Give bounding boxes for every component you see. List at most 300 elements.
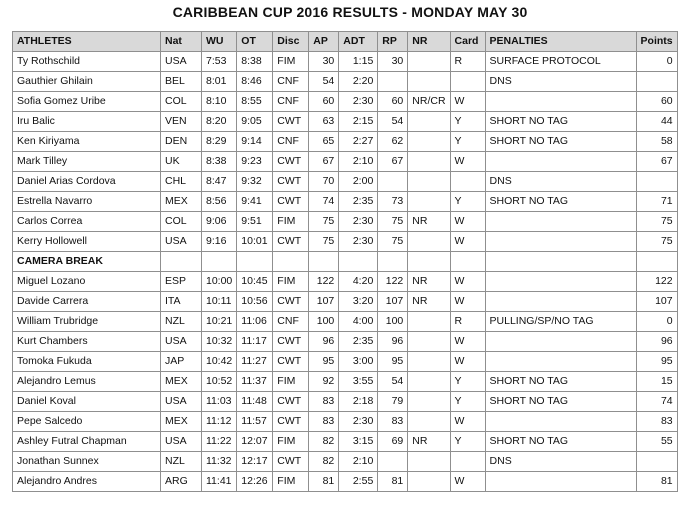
penalties-cell: SHORT NO TAG [485,392,636,412]
rp-cell: 122 [378,272,408,292]
athlete-cell: Ashley Futral Chapman [13,432,161,452]
points-cell [636,72,677,92]
athlete-row [13,232,678,252]
disc-cell: CWT [273,452,309,472]
points-cell: 75 [636,232,677,252]
ap-cell: 63 [309,112,339,132]
ot-cell: 9:23 [237,152,273,172]
empty-cell [636,252,677,272]
col-header-adt: ADT [339,32,378,52]
penalties-cell [485,92,636,112]
wu-cell: 10:42 [202,352,237,372]
disc-cell: CWT [273,152,309,172]
ot-cell: 11:06 [237,312,273,332]
points-cell: 75 [636,212,677,232]
ap-cell: 65 [309,132,339,152]
disc-cell: FIM [273,472,309,492]
disc-cell: CNF [273,92,309,112]
adt-cell: 1:15 [339,52,378,72]
penalties-cell [485,152,636,172]
athlete-row [13,272,678,292]
ot-cell: 10:01 [237,232,273,252]
ap-cell: 75 [309,232,339,252]
adt-cell: 4:00 [339,312,378,332]
nr-cell: NR [408,292,450,312]
card-cell: W [450,152,485,172]
penalties-cell: DNS [485,452,636,472]
rp-cell: 107 [378,292,408,312]
athlete-cell: Pepe Salcedo [13,412,161,432]
ot-cell: 11:17 [237,332,273,352]
adt-cell: 4:20 [339,272,378,292]
disc-cell: CWT [273,232,309,252]
empty-cell [161,252,202,272]
adt-cell: 3:55 [339,372,378,392]
col-header-penalties: PENALTIES [485,32,636,52]
wu-cell: 11:41 [202,472,237,492]
card-cell: Y [450,372,485,392]
athlete-row [13,472,678,492]
ap-cell: 81 [309,472,339,492]
adt-cell: 2:30 [339,92,378,112]
nat-cell: MEX [161,412,202,432]
nat-cell: ARG [161,472,202,492]
wu-cell: 11:12 [202,412,237,432]
card-cell: W [450,472,485,492]
nr-cell [408,392,450,412]
points-cell [636,172,677,192]
ot-cell: 12:26 [237,472,273,492]
nat-cell: USA [161,392,202,412]
athlete-cell: Kerry Hollowell [13,232,161,252]
points-cell: 107 [636,292,677,312]
nr-cell: NR/CR [408,92,450,112]
wu-cell: 8:20 [202,112,237,132]
athlete-row [13,112,678,132]
athlete-row [13,152,678,172]
athlete-row [13,452,678,472]
points-cell: 58 [636,132,677,152]
athlete-cell: Alejandro Andres [13,472,161,492]
rp-cell: 60 [378,92,408,112]
wu-cell: 8:10 [202,92,237,112]
rp-cell: 62 [378,132,408,152]
empty-cell [202,252,237,272]
wu-cell: 10:21 [202,312,237,332]
ap-cell: 107 [309,292,339,312]
athlete-cell: Miguel Lozano [13,272,161,292]
nat-cell: UK [161,152,202,172]
nr-cell [408,332,450,352]
points-cell: 81 [636,472,677,492]
disc-cell: CNF [273,312,309,332]
athlete-cell: Tomoka Fukuda [13,352,161,372]
athlete-row [13,172,678,192]
ap-cell: 82 [309,432,339,452]
ap-cell: 82 [309,452,339,472]
adt-cell: 2:27 [339,132,378,152]
ot-cell: 8:38 [237,52,273,72]
ot-cell: 10:56 [237,292,273,312]
col-header-ot: OT [237,32,273,52]
adt-cell: 2:35 [339,332,378,352]
nat-cell: JAP [161,352,202,372]
nr-cell: NR [408,272,450,292]
ap-cell: 122 [309,272,339,292]
ap-cell: 54 [309,72,339,92]
card-cell: Y [450,132,485,152]
nat-cell: USA [161,52,202,72]
ot-cell: 10:45 [237,272,273,292]
empty-cell [273,252,309,272]
nat-cell: DEN [161,132,202,152]
disc-cell: CWT [273,172,309,192]
card-cell [450,172,485,192]
adt-cell: 2:18 [339,392,378,412]
disc-cell: FIM [273,52,309,72]
nat-cell: MEX [161,372,202,392]
nr-cell [408,312,450,332]
points-cell: 67 [636,152,677,172]
wu-cell: 8:01 [202,72,237,92]
athlete-cell: Gauthier Ghilain [13,72,161,92]
athlete-row [13,292,678,312]
wu-cell: 11:03 [202,392,237,412]
empty-cell [309,252,339,272]
disc-cell: CNF [273,132,309,152]
adt-cell: 2:15 [339,112,378,132]
athlete-row [13,72,678,92]
nr-cell [408,152,450,172]
nr-cell [408,112,450,132]
card-cell: W [450,292,485,312]
nr-cell: NR [408,432,450,452]
ot-cell: 9:32 [237,172,273,192]
ot-cell: 11:37 [237,372,273,392]
col-header-nat: Nat [161,32,202,52]
card-cell: Y [450,432,485,452]
points-cell: 74 [636,392,677,412]
empty-cell [485,252,636,272]
ap-cell: 67 [309,152,339,172]
nat-cell: ESP [161,272,202,292]
athlete-cell: Ken Kiriyama [13,132,161,152]
points-cell: 83 [636,412,677,432]
athlete-row [13,132,678,152]
ap-cell: 92 [309,372,339,392]
rp-cell: 81 [378,472,408,492]
adt-cell: 2:30 [339,412,378,432]
athlete-row [13,412,678,432]
col-header-wu: WU [202,32,237,52]
athlete-cell: Alejandro Lemus [13,372,161,392]
rp-cell: 96 [378,332,408,352]
nr-cell [408,232,450,252]
nr-cell [408,132,450,152]
penalties-cell [485,472,636,492]
adt-cell: 3:15 [339,432,378,452]
nat-cell: ITA [161,292,202,312]
empty-cell [339,252,378,272]
disc-cell: CWT [273,192,309,212]
card-cell [450,452,485,472]
nat-cell: NZL [161,312,202,332]
athlete-row [13,312,678,332]
athlete-cell: Daniel Arias Cordova [13,172,161,192]
nr-cell [408,52,450,72]
wu-cell: 11:32 [202,452,237,472]
nat-cell: BEL [161,72,202,92]
rp-cell: 95 [378,352,408,372]
disc-cell: FIM [273,432,309,452]
wu-cell: 10:52 [202,372,237,392]
nat-cell: USA [161,232,202,252]
card-cell [450,72,485,92]
wu-cell: 10:00 [202,272,237,292]
adt-cell: 2:00 [339,172,378,192]
ot-cell: 11:48 [237,392,273,412]
col-header-ap: AP [309,32,339,52]
penalties-cell [485,292,636,312]
rp-cell [378,72,408,92]
athlete-row [13,392,678,412]
empty-cell [237,252,273,272]
athlete-cell: Estrella Navarro [13,192,161,212]
ot-cell: 11:57 [237,412,273,432]
wu-cell: 8:47 [202,172,237,192]
points-cell [636,452,677,472]
penalties-cell: SHORT NO TAG [485,132,636,152]
ot-cell: 9:05 [237,112,273,132]
ot-cell: 12:17 [237,452,273,472]
athlete-cell: Mark Tilley [13,152,161,172]
penalties-cell [485,272,636,292]
disc-cell: CWT [273,332,309,352]
ap-cell: 30 [309,52,339,72]
wu-cell: 9:06 [202,212,237,232]
ot-cell: 12:07 [237,432,273,452]
nr-cell [408,352,450,372]
adt-cell: 2:30 [339,232,378,252]
penalties-cell [485,412,636,432]
nat-cell: MEX [161,192,202,212]
ot-cell: 9:41 [237,192,273,212]
rp-cell: 67 [378,152,408,172]
nat-cell: USA [161,432,202,452]
empty-cell [450,252,485,272]
ap-cell: 95 [309,352,339,372]
athlete-cell: Sofia Gomez Uribe [13,92,161,112]
ap-cell: 83 [309,412,339,432]
ap-cell: 96 [309,332,339,352]
athlete-row [13,52,678,72]
rp-cell: 73 [378,192,408,212]
points-cell: 0 [636,52,677,72]
disc-cell: FIM [273,372,309,392]
rp-cell: 100 [378,312,408,332]
rp-cell: 75 [378,232,408,252]
results-body [13,52,678,492]
adt-cell: 2:10 [339,152,378,172]
wu-cell: 11:22 [202,432,237,452]
rp-cell [378,452,408,472]
athlete-row [13,352,678,372]
athlete-row [13,372,678,392]
points-cell: 15 [636,372,677,392]
points-cell: 55 [636,432,677,452]
card-cell: W [450,92,485,112]
card-cell: W [450,332,485,352]
penalties-cell: PULLING/SP/NO TAG [485,312,636,332]
card-cell: W [450,352,485,372]
card-cell: W [450,232,485,252]
col-header-points: Points [636,32,677,52]
col-header-rp: RP [378,32,408,52]
rp-cell: 54 [378,372,408,392]
athlete-row [13,192,678,212]
card-cell: W [450,212,485,232]
athlete-cell: Carlos Correa [13,212,161,232]
penalties-cell [485,352,636,372]
disc-cell: CWT [273,112,309,132]
athlete-cell: William Trubridge [13,312,161,332]
adt-cell: 2:10 [339,452,378,472]
card-cell: W [450,412,485,432]
penalties-cell [485,332,636,352]
points-cell: 60 [636,92,677,112]
nr-cell [408,472,450,492]
athlete-cell: Kurt Chambers [13,332,161,352]
disc-cell: CWT [273,292,309,312]
wu-cell: 8:29 [202,132,237,152]
ot-cell: 9:14 [237,132,273,152]
wu-cell: 10:32 [202,332,237,352]
card-cell: W [450,272,485,292]
card-cell: R [450,52,485,72]
nr-cell: NR [408,212,450,232]
points-cell: 44 [636,112,677,132]
card-cell: R [450,312,485,332]
disc-cell: FIM [273,212,309,232]
section-row [13,252,678,272]
nr-cell [408,72,450,92]
section-label: CAMERA BREAK [13,252,161,272]
adt-cell: 2:30 [339,212,378,232]
penalties-cell: DNS [485,172,636,192]
penalties-cell: SHORT NO TAG [485,432,636,452]
nr-cell [408,412,450,432]
disc-cell: CWT [273,352,309,372]
ot-cell: 8:55 [237,92,273,112]
penalties-cell: SHORT NO TAG [485,372,636,392]
nat-cell: COL [161,92,202,112]
rp-cell: 79 [378,392,408,412]
header-row [13,32,678,52]
ap-cell: 100 [309,312,339,332]
points-cell: 71 [636,192,677,212]
adt-cell: 3:20 [339,292,378,312]
col-header-athletes: ATHLETES [13,32,161,52]
card-cell: Y [450,392,485,412]
athlete-cell: Ty Rothschild [13,52,161,72]
penalties-cell [485,212,636,232]
empty-cell [378,252,408,272]
athlete-row [13,332,678,352]
penalties-cell: SURFACE PROTOCOL [485,52,636,72]
disc-cell: FIM [273,272,309,292]
ap-cell: 75 [309,212,339,232]
nat-cell: VEN [161,112,202,132]
wu-cell: 8:38 [202,152,237,172]
wu-cell: 7:53 [202,52,237,72]
page-title: CARIBBEAN CUP 2016 RESULTS - MONDAY MAY 30 [172,4,528,20]
points-cell: 0 [636,312,677,332]
penalties-cell: SHORT NO TAG [485,192,636,212]
nat-cell: USA [161,332,202,352]
nr-cell [408,192,450,212]
ap-cell: 70 [309,172,339,192]
disc-cell: CWT [273,412,309,432]
rp-cell: 75 [378,212,408,232]
wu-cell: 8:56 [202,192,237,212]
nat-cell: NZL [161,452,202,472]
ot-cell: 9:51 [237,212,273,232]
adt-cell: 2:55 [339,472,378,492]
rp-cell: 54 [378,112,408,132]
ot-cell: 11:27 [237,352,273,372]
rp-cell: 30 [378,52,408,72]
penalties-cell: DNS [485,72,636,92]
nat-cell: CHL [161,172,202,192]
ap-cell: 74 [309,192,339,212]
nat-cell: COL [161,212,202,232]
ot-cell: 8:46 [237,72,273,92]
athlete-cell: Davide Carrera [13,292,161,312]
disc-cell: CNF [273,72,309,92]
results-table [12,31,678,492]
rp-cell: 83 [378,412,408,432]
adt-cell: 2:35 [339,192,378,212]
athlete-row [13,432,678,452]
points-cell: 96 [636,332,677,352]
card-cell: Y [450,192,485,212]
ap-cell: 60 [309,92,339,112]
nr-cell [408,452,450,472]
points-cell: 95 [636,352,677,372]
ap-cell: 83 [309,392,339,412]
penalties-cell: SHORT NO TAG [485,112,636,132]
rp-cell: 69 [378,432,408,452]
athlete-cell: Jonathan Sunnex [13,452,161,472]
athlete-cell: Daniel Koval [13,392,161,412]
points-cell: 122 [636,272,677,292]
rp-cell [378,172,408,192]
athlete-row [13,212,678,232]
athlete-cell: Iru Balic [13,112,161,132]
nr-cell [408,372,450,392]
adt-cell: 3:00 [339,352,378,372]
col-header-card: Card [450,32,485,52]
penalties-cell [485,232,636,252]
wu-cell: 9:16 [202,232,237,252]
disc-cell: CWT [273,392,309,412]
wu-cell: 10:11 [202,292,237,312]
col-header-nr: NR [408,32,450,52]
athlete-row [13,92,678,112]
col-header-disc: Disc [273,32,309,52]
card-cell: Y [450,112,485,132]
nr-cell [408,172,450,192]
